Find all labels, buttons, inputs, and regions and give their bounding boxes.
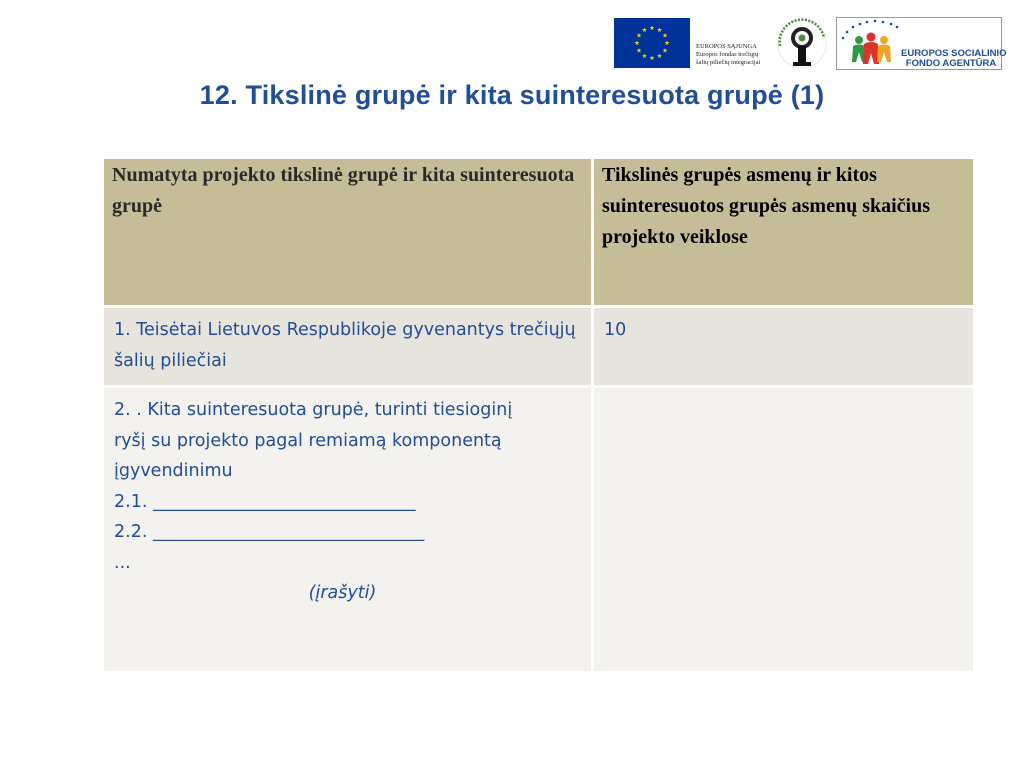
count-value: 10 xyxy=(604,320,627,340)
fill-in-line: 2.2. _______________________________ xyxy=(114,522,425,542)
count-value xyxy=(594,388,973,395)
header-label: Numatyta projekto tikslinė grupė ir kita suinteresuota grupė xyxy=(112,164,575,217)
eu-flag-icon xyxy=(614,18,690,68)
slide-title: 12. Tikslinė grupė ir kita suinteresuota grupė (1) xyxy=(199,80,825,110)
table-row xyxy=(103,307,975,387)
eu-caption-line: EUROPOS SĄJUNGA xyxy=(696,43,757,50)
target-group-table xyxy=(101,156,976,674)
group-cell xyxy=(103,307,593,387)
header-label: Tikslinės grupės asmenų ir kitos suinteresuotos grupės asmenų skaičius projekto veiklose xyxy=(602,164,931,248)
count-cell xyxy=(593,387,975,673)
group-cell xyxy=(103,387,593,673)
group-text xyxy=(104,388,591,609)
eu-fund-caption xyxy=(696,43,776,67)
esfa-logo xyxy=(836,17,1007,70)
fill-in-line: 2.1. ______________________________ xyxy=(114,491,416,512)
group-line: ryšį su projekto pagal remiamą komponentą xyxy=(114,430,502,451)
eu-caption-line: šalių piliečių integracijai xyxy=(696,59,761,66)
integration-emblem-icon xyxy=(774,16,830,72)
fill-in-note: (įrašyti) xyxy=(308,583,377,603)
header-cell-target-group xyxy=(103,158,593,307)
header-cell-participant-count xyxy=(593,158,975,307)
esfa-caption xyxy=(901,48,1007,69)
ellipsis-line: ... xyxy=(114,552,131,573)
logo-bar xyxy=(614,16,1007,72)
table-header-row xyxy=(103,158,975,307)
table-row xyxy=(103,387,975,673)
count-cell xyxy=(593,307,975,387)
esfa-caption-line: FONDO AGENTŪRA xyxy=(905,58,997,69)
group-text: 1. Teisėtai Lietuvos Respublikoje gyvenantys trečiųjų šalių piliečiai xyxy=(114,320,576,371)
group-line: 2. . Kita suinteresuota grupė, turinti tiesioginį xyxy=(114,400,513,420)
eu-caption-line: Europos fondas trečiųjų xyxy=(696,51,759,58)
group-line: įgyvendinimu xyxy=(114,461,233,481)
esfa-caption-line: EUROPOS SOCIALINIO xyxy=(901,48,1007,59)
